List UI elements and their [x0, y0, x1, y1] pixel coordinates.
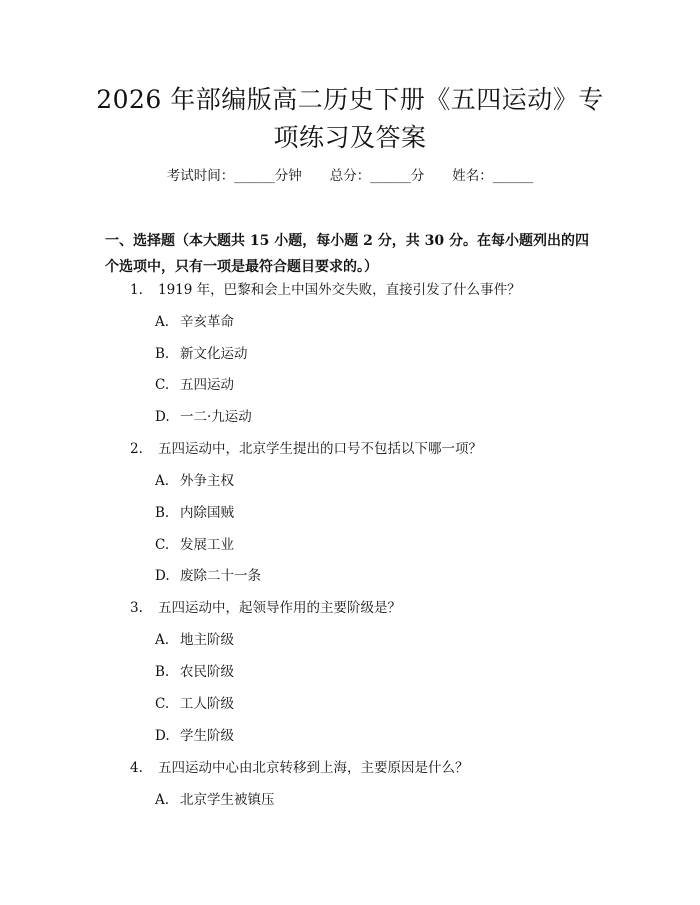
question-text: 五四运动中，北京学生提出的口号不包括以下哪一项？ — [158, 441, 482, 457]
question-3 — [130, 598, 401, 618]
question-1-option-a — [155, 312, 234, 332]
option-text: 发展工业 — [180, 537, 234, 553]
option-letter: A. — [155, 792, 170, 808]
question-number: 4. — [130, 760, 143, 776]
title-line-2: 项练习及答案 — [273, 123, 427, 152]
option-text: 内除国贼 — [180, 505, 234, 521]
question-2 — [130, 439, 482, 459]
question-3-option-d — [155, 726, 234, 746]
question-3-option-b — [155, 662, 234, 682]
exam-time: 考试时间：______分钟 — [166, 168, 302, 184]
question-4 — [130, 758, 469, 778]
question-number: 2. — [130, 441, 143, 457]
option-text: 地主阶级 — [180, 632, 234, 648]
question-number: 3. — [130, 600, 143, 616]
question-4-option-a — [155, 790, 275, 810]
option-letter: D. — [155, 409, 170, 425]
question-3-option-a — [155, 630, 234, 650]
exam-meta — [0, 166, 700, 186]
option-letter: A. — [155, 632, 170, 648]
option-letter: D. — [155, 568, 170, 584]
title-line-1: 2026 年部编版高二历史下册《五四运动》专 — [96, 85, 604, 114]
question-number: 1. — [130, 282, 143, 298]
document-title — [70, 81, 630, 157]
option-text: 外争主权 — [180, 473, 234, 489]
question-2-option-c — [155, 535, 234, 555]
option-letter: A. — [155, 473, 170, 489]
question-2-option-a — [155, 471, 234, 491]
exam-name-field: 姓名：______ — [452, 168, 534, 184]
option-text: 辛亥革命 — [180, 314, 234, 330]
question-2-option-b — [155, 503, 234, 523]
option-letter: C. — [155, 537, 170, 553]
option-letter: B. — [155, 505, 170, 521]
question-1-option-c — [155, 375, 234, 395]
option-text: 新文化运动 — [180, 346, 248, 362]
option-text: 工人阶级 — [180, 696, 234, 712]
option-letter: D. — [155, 728, 170, 744]
exam-total-score: 总分：______分 — [329, 168, 425, 184]
question-text: 五四运动中，起领导作用的主要阶级是？ — [158, 600, 401, 616]
question-text: 五四运动中心由北京转移到上海，主要原因是什么？ — [158, 760, 469, 776]
option-letter: C. — [155, 377, 170, 393]
question-1 — [130, 280, 521, 300]
question-2-option-d — [155, 566, 261, 586]
question-1-option-d — [155, 407, 252, 427]
question-3-option-c — [155, 694, 234, 714]
section-heading: 一、选择题（本大题共 15 小题，每小题 2 分，共 30 分。在每小题列出的四个选项中，只有一项是最符合题目要求的。） — [105, 233, 589, 275]
option-text: 农民阶级 — [180, 664, 234, 680]
option-text: 废除二十一条 — [180, 568, 261, 584]
option-letter: A. — [155, 314, 170, 330]
option-text: 一二·九运动 — [180, 409, 252, 425]
question-1-option-b — [155, 344, 248, 364]
question-text: 1919 年，巴黎和会上中国外交失败，直接引发了什么事件？ — [158, 282, 521, 298]
option-text: 北京学生被镇压 — [180, 792, 275, 808]
option-text: 五四运动 — [180, 377, 234, 393]
option-letter: B. — [155, 664, 170, 680]
option-text: 学生阶级 — [180, 728, 234, 744]
option-letter: C. — [155, 696, 170, 712]
option-letter: B. — [155, 346, 170, 362]
